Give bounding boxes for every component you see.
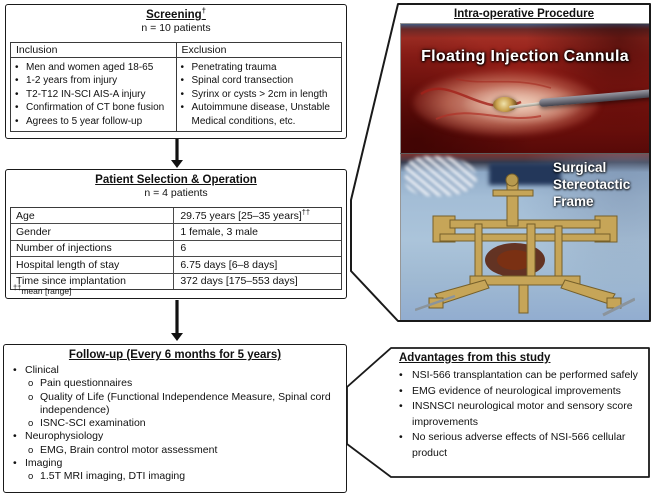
flow-arrow-screening-to-selection [171, 136, 183, 168]
inclusion-item [15, 88, 174, 101]
footnote-dagger: †† [13, 283, 22, 293]
table-row [11, 257, 341, 273]
follow-up-item [13, 444, 340, 457]
photo1-caption: Floating Injection Cannula [421, 48, 629, 65]
row-value-text: 372 days [175–553 days] [180, 275, 298, 288]
footnote-text: mean [range] [21, 286, 72, 296]
exclusion-item-text: Syrinx or cysts > 2cm in length [191, 88, 328, 100]
patient-selection-title [6, 170, 346, 186]
flow-arrow-selection-to-followup [171, 300, 183, 341]
follow-up-item [13, 364, 340, 377]
row-label: Time since implantation [11, 274, 174, 289]
inclusion-item [15, 115, 174, 128]
bullet-icon [28, 444, 40, 457]
row-value-text: 29.75 years [25–35 years] [180, 209, 302, 222]
table-row [11, 208, 341, 224]
advantages-title [399, 352, 646, 364]
advantage-item-text: INSNSCI neurological motor and sensory score improvements [412, 400, 633, 428]
criteria-header-row [11, 43, 341, 58]
follow-up-item [13, 391, 340, 418]
bullet-icon [399, 430, 412, 461]
advantage-item-text: NSI-566 transplantation can be performed safely [412, 369, 638, 381]
patient-selection-box [5, 169, 347, 299]
row-label: Gender [11, 224, 174, 239]
photo2-caption: Surgical Stereotactic Frame [553, 160, 631, 209]
bullet-icon [13, 430, 25, 443]
advantages-callout [399, 352, 646, 462]
inclusion-item-text: Confirmation of CT bone fusion [26, 102, 165, 114]
exclusion-item [181, 88, 340, 101]
follow-up-item-text: 1.5T MRI imaging, DTI imaging [40, 470, 186, 483]
follow-up-box [3, 344, 347, 493]
follow-up-item [13, 417, 340, 430]
exclusion-item [181, 74, 340, 87]
bullet-icon [399, 368, 412, 384]
exclusion-item [181, 101, 340, 128]
follow-up-item-text: Quality of Life (Functional Independence Measure, Spinal cord independence) [40, 390, 331, 416]
follow-up-item [13, 457, 340, 470]
intraop-panel-title-text: Intra-operative Procedure [454, 8, 594, 20]
follow-up-title [4, 345, 346, 361]
inclusion-header: Inclusion [11, 43, 177, 57]
bullet-icon [181, 101, 192, 128]
follow-up-item [13, 430, 340, 443]
bullet-icon [181, 61, 192, 74]
surgical-photo-cannula [401, 24, 649, 153]
bullet-icon [28, 470, 40, 483]
screening-count: n = 10 patients [141, 22, 211, 34]
follow-up-list [13, 364, 340, 484]
follow-up-item-text: Neurophysiology [25, 430, 104, 443]
row-value [174, 242, 186, 254]
inclusion-list [11, 58, 177, 131]
advantages-title-text: Advantages from this study [399, 352, 551, 364]
advantage-item-text: No serious adverse effects of NSI-566 cellular product [412, 431, 626, 459]
bullet-icon [13, 457, 25, 470]
inclusion-item-text: T2-T12 IN-SCI AIS-A injury [26, 88, 146, 100]
follow-up-item-text: Imaging [25, 457, 63, 470]
exclusion-list [177, 58, 342, 131]
row-label: Age [11, 208, 174, 223]
exclusion-header: Exclusion [181, 44, 227, 56]
table-footnote [13, 283, 72, 296]
follow-up-item-text: Pain questionnaires [40, 377, 133, 390]
follow-up-item-text: ISNC-SCI examination [40, 417, 146, 430]
advantages-list [399, 368, 646, 462]
advantage-item [399, 430, 646, 461]
advantage-item [399, 399, 646, 430]
bullet-icon [28, 417, 40, 430]
row-value-text: 6 [180, 242, 187, 255]
row-value-text: 6.75 days [6–8 days] [180, 258, 278, 271]
screening-title-dagger: † [201, 6, 206, 16]
patient-selection-count: n = 4 patients [144, 187, 208, 199]
row-value-dagger: †† [301, 207, 311, 217]
bullet-icon [28, 391, 40, 418]
follow-up-item-text: EMG, Brain control motor assessment [40, 443, 218, 456]
bullet-icon [15, 61, 26, 74]
advantage-item [399, 368, 646, 384]
inclusion-item-text: Men and women aged 18-65 [26, 62, 154, 73]
advantage-item [399, 384, 646, 400]
inclusion-item-text: 1-2 years from injury [26, 75, 118, 87]
bullet-icon [28, 377, 40, 390]
row-value [174, 207, 311, 222]
bullet-icon [15, 74, 26, 87]
criteria-body-row [11, 58, 341, 131]
table-row [11, 224, 341, 240]
bullet-icon [15, 115, 26, 128]
inclusion-item [15, 74, 174, 87]
bullet-icon [399, 384, 412, 400]
bullet-icon [181, 88, 192, 101]
table-row [11, 241, 341, 257]
row-value [174, 259, 277, 271]
follow-up-item [13, 377, 340, 390]
bullet-icon [13, 364, 25, 377]
blood-vessels [401, 24, 649, 153]
exclusion-item [181, 61, 340, 74]
bullet-icon [399, 399, 412, 430]
bullet-icon [15, 88, 26, 101]
advantage-item-text: EMG evidence of neurological improvements [412, 384, 621, 397]
exclusion-item-text: Penetrating trauma [191, 62, 277, 73]
patient-selection-title-text: Patient Selection & Operation [95, 174, 257, 186]
screening-title-text: Screening [146, 9, 202, 21]
surgical-photo-frame [401, 154, 649, 320]
follow-up-title-text: Follow-up (Every 6 months for 5 years) [68, 349, 282, 361]
screening-criteria-table [10, 42, 342, 132]
row-value-text: 1 female, 3 male [180, 226, 258, 239]
row-value [174, 226, 258, 238]
follow-up-item-text: Clinical [25, 364, 59, 376]
intraop-panel-title [398, 8, 650, 20]
screening-box [5, 4, 347, 139]
exclusion-item-text: Autoimmune disease, Unstable Medical conditions, etc. [191, 102, 330, 127]
exclusion-item-text: Spinal cord transection [191, 75, 294, 87]
screening-title [6, 5, 346, 21]
row-label: Hospital length of stay [11, 257, 174, 272]
inclusion-item [15, 101, 174, 114]
row-label: Number of injections [11, 241, 174, 256]
inclusion-item-text: Agrees to 5 year follow-up [26, 115, 143, 127]
follow-up-item [13, 470, 340, 483]
bullet-icon [15, 101, 26, 114]
bullet-icon [181, 74, 192, 87]
row-value [174, 275, 297, 287]
inclusion-item [15, 61, 174, 74]
